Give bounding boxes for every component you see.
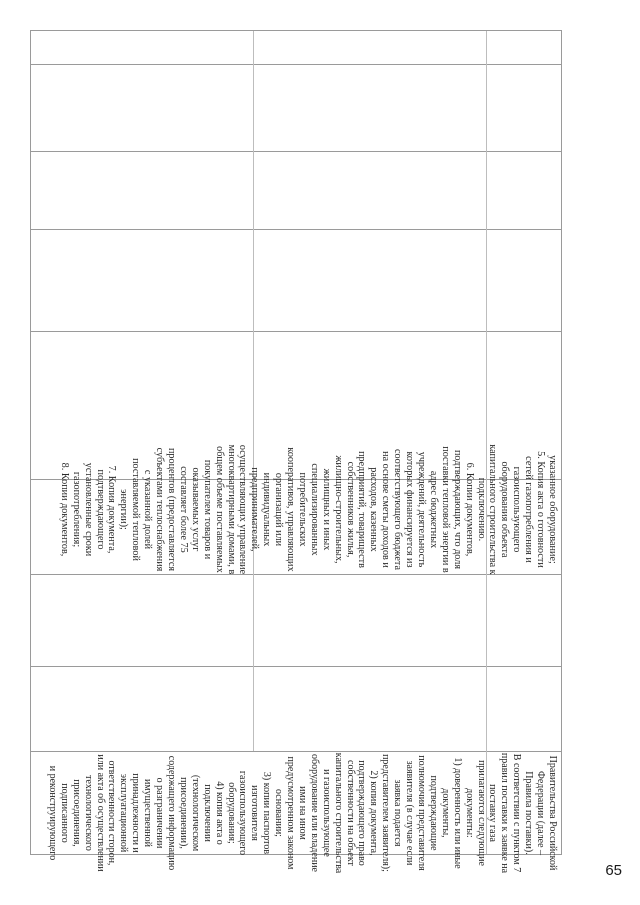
text-line: подтверждающие (427, 775, 439, 851)
text-line: оборудования; (225, 782, 237, 844)
text-line: прилагаются следующие (475, 760, 487, 866)
text-line: газопотребления; (70, 471, 82, 548)
text-line: оборудование или владение (308, 754, 320, 872)
text-line: и газоиспользующее (320, 769, 332, 857)
text-line: присоединении), (177, 777, 189, 849)
text-line: газоиспользующего (511, 466, 523, 553)
text-line: подтверждающего право (356, 760, 368, 866)
text-line: 6. Копии документов, (463, 462, 475, 557)
text-line: установленные сроки (82, 462, 94, 557)
text-line: многоквартирными домами, в (225, 444, 237, 575)
text-line: собственности на объект (344, 760, 356, 866)
text-line: поставляемой тепловой (130, 458, 142, 561)
text-line: специализированных (308, 463, 320, 556)
text-line: 4) копия акта о (213, 781, 225, 845)
text-line: основании; (273, 789, 285, 837)
text-line: Правила поставки). (523, 771, 535, 855)
text-line: В соответствии с пунктом 7 (511, 753, 523, 873)
text-line: эксплуатационной (118, 773, 130, 853)
text-line: оказываемых услуг (189, 467, 201, 552)
text-line: общем объеме поставляемых (213, 446, 225, 573)
text-line: расходов, казенных (368, 467, 380, 552)
text-line: подтверждающего (94, 469, 106, 550)
text-line: капитального строительства к (487, 444, 499, 575)
text-line: поставки тепловой энергии в (439, 446, 451, 573)
text-line: собственников жилья, (344, 461, 356, 558)
text-line: жилищно-строительных, (332, 455, 344, 564)
text-line: процентов (предоставляется (166, 447, 177, 572)
text-line: содержащего информацию (166, 755, 177, 871)
text-line: составляет более 75 (177, 466, 189, 553)
text-line: 7. Копия документа, (106, 465, 118, 554)
text-line: которых финансируется из (404, 451, 416, 568)
text-line: учреждений, деятельность (416, 451, 428, 568)
text-line: (технологическом (189, 774, 201, 852)
text-line: адрес бюджетных (427, 470, 439, 549)
text-line: потребительских (296, 472, 308, 547)
row-divider (31, 64, 561, 65)
text-line: предпринимателей, (249, 467, 261, 552)
text-line: подключению. (475, 477, 487, 542)
text-line: ответственности сторон, (106, 760, 118, 866)
text-line: подтверждающих, что доля (451, 449, 463, 570)
text-line: 8. Копии документов, (58, 462, 70, 557)
text-line: сетей газопотребления и (523, 456, 535, 563)
text-line: оборудования объекта (499, 461, 511, 558)
text-line: осуществляющих управление (237, 444, 249, 575)
text-line: Федерации (далее – (535, 770, 547, 856)
text-line: 5. Копия акта о готовности (535, 451, 547, 568)
text-line: с указанной долей (142, 469, 154, 550)
text-line: документы, (439, 788, 451, 838)
text-line: организаций или (273, 472, 285, 547)
text-line: на основе сметы доходов и (380, 451, 392, 568)
text-line: газоиспользующего (237, 770, 249, 856)
text-line: указанное оборудование; (547, 455, 558, 564)
text-line: 3) копии паспортов (261, 771, 273, 855)
page-number: 65 (605, 862, 622, 879)
text-line: субъектами теплоснабжения (154, 447, 166, 572)
text-line: жилищных и иных (320, 468, 332, 551)
row-divider (31, 229, 561, 230)
text-line: покупателем товаров и (201, 459, 213, 560)
text-line: кооперативов, управляющих (285, 447, 297, 572)
text-line: индивидуальных (261, 472, 273, 547)
text-line: документы: (463, 788, 475, 838)
text-line: полномочия представителя (416, 755, 428, 871)
text-line: 1) доверенность или иные (451, 757, 463, 869)
text-line: предприятий, товариществ (356, 451, 368, 568)
text-line: или акта об осуществлении (94, 754, 106, 872)
text-line: и реконструирующего (46, 765, 58, 861)
text-line: ими на ином (296, 786, 308, 840)
cell-text-middle (58, 302, 558, 717)
text-line: поставку газа (487, 784, 499, 842)
row-divider (31, 151, 561, 152)
text-line: представителем заявителя); (380, 754, 392, 872)
text-line: предусмотренном законом (285, 756, 297, 870)
text-line: имущественной (142, 778, 154, 848)
text-line: заявка подается (392, 779, 404, 847)
text-line: принадлежности и (130, 773, 142, 853)
text-line: технологического (82, 775, 94, 851)
text-line: соответствующего бюджета (392, 449, 404, 570)
text-line: правил поставки к заявке на (499, 752, 511, 874)
text-line: заявителя (в случае если (404, 760, 416, 866)
text-line: присоединения, подписанного (58, 779, 82, 847)
text-line: о разграничении (154, 777, 166, 849)
text-line: 2) копия документа, (368, 770, 380, 856)
text-line: изготовителя (249, 785, 261, 841)
text-line: капитального строительства (332, 752, 344, 874)
text-line: подключении (201, 784, 213, 842)
cell-text-bottom (46, 752, 558, 874)
text-line: Правительства Российской (547, 755, 558, 871)
text-line: энергии); (118, 489, 130, 530)
